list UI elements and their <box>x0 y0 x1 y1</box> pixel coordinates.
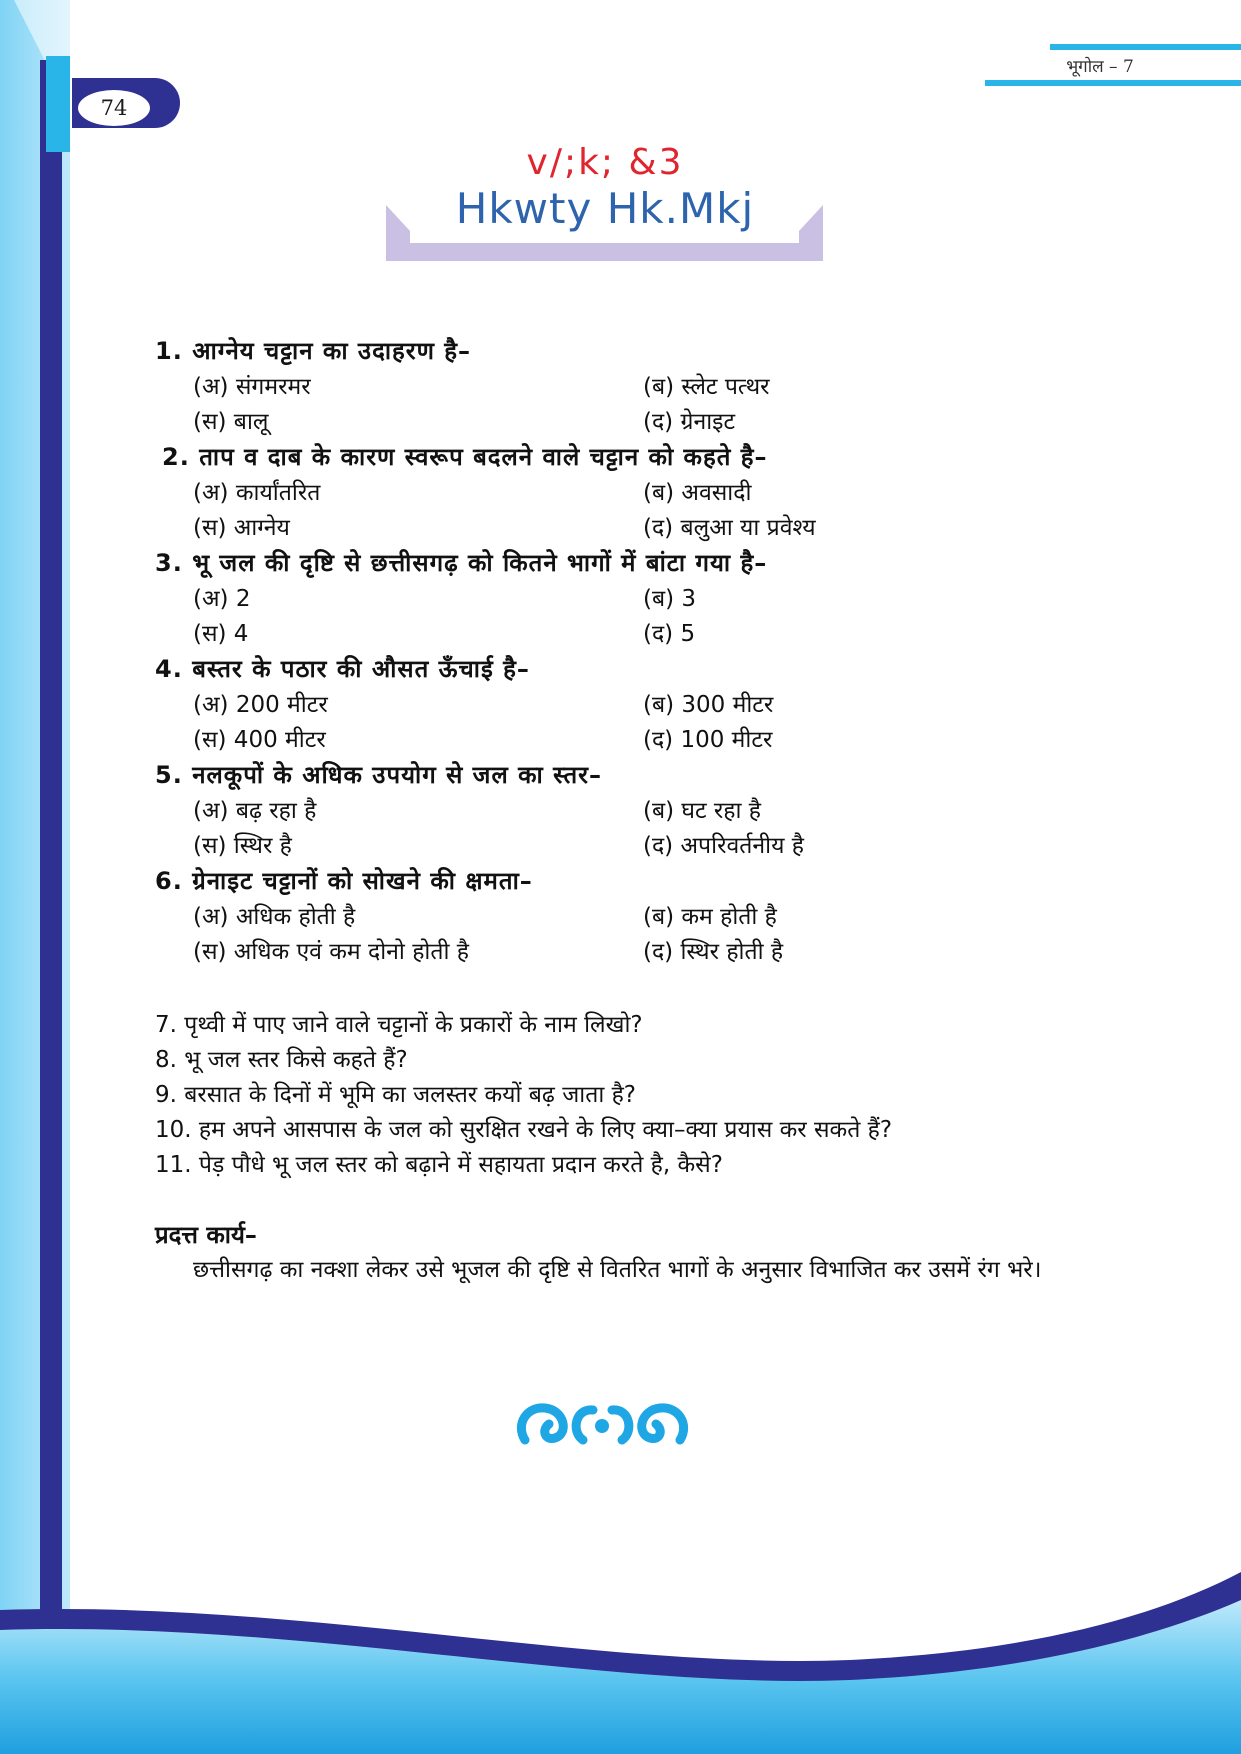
option: (ब) स्लेट पत्थर <box>643 374 770 400</box>
option: (द) ग्रेनाइट <box>643 409 736 435</box>
question-6: 6. ग्रेनाइट चट्टानों को सोखने की क्षमता– <box>155 867 533 895</box>
question-2: 2. ताप व दाब के कारण स्वरूप बदलने वाले चट्टान को कहते है– <box>162 443 768 471</box>
option: (ब) घट रहा है <box>643 798 761 824</box>
option: (द) बलुआ या प्रवेश्य <box>643 515 816 541</box>
option: (स) स्थिर है <box>193 833 292 859</box>
option: (स) 400 मीटर <box>193 727 326 753</box>
short-question-8: 8. भू जल स्तर किसे कहते हैं? <box>155 1047 408 1073</box>
option: (ब) कम होती है <box>643 904 777 930</box>
option: (ब) 300 मीटर <box>643 692 774 718</box>
option: (अ) कार्यांतरित <box>193 480 321 506</box>
left-decorative-band <box>0 0 70 1754</box>
option: (अ) संगमरमर <box>193 374 311 400</box>
option: (द) अपरिवर्तनीय है <box>643 833 804 859</box>
subject-header: भूगोल – 7 <box>1066 57 1134 77</box>
option: (अ) 2 <box>193 586 251 612</box>
bottom-wave-decoration <box>0 1560 1241 1754</box>
option: (स) आग्नेय <box>193 515 290 541</box>
chapter-title: Hkwty Hk.Mkj <box>455 184 755 233</box>
option: (द) 5 <box>643 621 696 647</box>
short-question-9: 9. बरसात के दिनों में भूमि का जलस्तर कयों बढ़ जाता है? <box>155 1082 637 1108</box>
option: (अ) बढ़ रहा है <box>193 798 317 824</box>
page-number: 74 <box>78 90 150 126</box>
question-3: 3. भू जल की दृष्टि से छत्तीसगढ़ को कितने भागों में बांटा गया है– <box>155 549 768 577</box>
option: (ब) 3 <box>643 586 697 612</box>
option: (स) अधिक एवं कम दोनो होती है <box>193 939 469 965</box>
header-strip-top <box>1050 44 1241 50</box>
short-question-11: 11. पेड़ पौधे भू जल स्तर को बढ़ाने में सहायता प्रदान करते है, कैसे? <box>155 1152 723 1178</box>
option: (अ) 200 मीटर <box>193 692 328 718</box>
option: (द) स्थिर होती है <box>643 939 784 965</box>
header-strip-bottom <box>985 80 1241 86</box>
assignment-heading: प्रदत्त कार्य– <box>155 1221 257 1249</box>
question-4: 4. बस्तर के पठार की औसत ऊँचाई है– <box>155 655 530 683</box>
option: (ब) अवसादी <box>643 480 752 506</box>
short-question-10: 10. हम अपने आसपास के जल को सुरक्षित रखने के लिए क्या–क्या प्रयास कर सकते हैं? <box>155 1117 893 1143</box>
decorative-end-ornament-icon <box>505 1394 700 1454</box>
question-5: 5. नलकूपों के अधिक उपयोग से जल का स्तर– <box>155 761 602 789</box>
chapter-label: v/;k; &3 <box>526 142 684 183</box>
assignment-body: छत्तीसगढ़ का नक्शा लेकर उसे भूजल की दृष्टि से वितरित भागों के अनुसार विभाजित कर उसमें रंग भरे। <box>193 1257 1042 1283</box>
option: (द) 100 मीटर <box>643 727 773 753</box>
question-1: 1. आग्नेय चट्टान का उदाहरण है– <box>155 337 472 365</box>
option: (स) 4 <box>193 621 249 647</box>
option: (अ) अधिक होती है <box>193 904 356 930</box>
short-question-7: 7. पृथ्वी में पाए जाने वाले चट्टानों के प्रकारों के नाम लिखो? <box>155 1012 643 1038</box>
option: (स) बालू <box>193 409 269 435</box>
